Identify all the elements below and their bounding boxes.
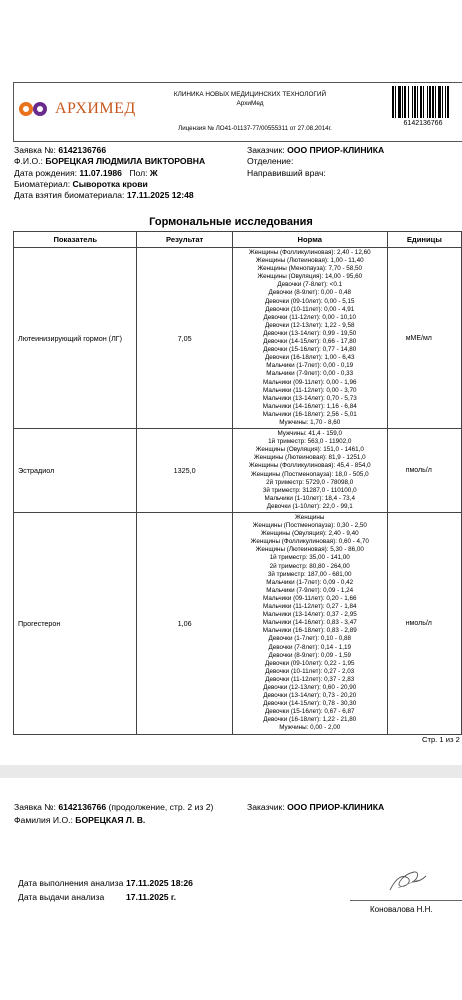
sex-value: Ж [149,168,158,178]
col-header-name: Показатель [14,232,137,248]
norm-line: Девочки (13-14лет): 0,99 - 19,50 [263,329,357,337]
norm-line: Мальчики (11-12лет): 0,00 - 3,70 [263,386,357,394]
doctor-label: Направивший врач: [247,168,326,178]
norm-line: 1й триместр: 563,0 - 11902,0 [268,438,352,446]
fio-label: Ф.И.О.: [14,156,43,166]
norm-line: Девочки (09-10лет): 0,22 - 1,95 [265,659,355,667]
norm-line: Девочки (16-18лет): 1,22 - 21,80 [263,716,357,724]
done-label: Дата выполнения анализа [18,878,124,888]
norm-line: Девочки (14-15лет): 0,66 - 17,80 [263,338,357,346]
norm-line: Девочки (10-11лет): 0,00 - 4,91 [265,305,355,313]
barcode-number: 6142136766 [403,120,443,127]
norm-line: Девочки (13-14лет): 0,73 - 20,20 [263,692,357,700]
page-number: Стр. 1 из 2 [422,735,460,744]
norm-line: Мужчины: 41,4 - 159,0 [277,430,343,438]
norm-line: Мальчики (14-16лет): 0,83 - 3,47 [262,619,357,627]
department-label: Отделение: [247,156,294,166]
fio-row [14,156,205,166]
norm-line: Женщины (Овуляция): 151,0 - 1461,0 [255,446,364,454]
norm-line: Мальчики (14-16лет): 1,16 - 6,84 [262,402,357,410]
norm-line: Мальчики (16-18лет): 2,56 - 5,01 [262,410,357,418]
norm-line: Девочки (12-13лет): 0,60 - 20,90 [263,683,357,691]
table-header-row [14,232,462,248]
row-result: 7,05 [137,248,232,429]
customer-label: Заказчик: [247,145,285,155]
p2-customer-value: ООО ПРИОР-КЛИНИКА [287,802,385,812]
norm-line: Женщины (Овуляция): 2,40 - 9,40 [260,530,359,538]
norm-line: Мужчины: 1,70 - 8,60 [279,418,341,426]
table-row [14,248,462,429]
norm-line: 3й триместр: 31287,0 - 110100,0 [262,486,357,494]
norm-line: Мальчики (7-9лет): 0,09 - 1,24 [266,586,354,594]
norm-line: Мальчики (11-12лет): 0,27 - 1,84 [263,603,357,611]
order-row [14,145,106,155]
customer-row [247,145,384,155]
norm-line: Девочки (8-9лет): 0,00 - 0,48 [268,289,351,297]
dob-row [14,168,158,178]
norm-line: Девочки (10-11лет): 0,27 - 2,03 [265,667,355,675]
signer-name: Коновалова Н.Н. [370,905,433,914]
dob-label: Дата рождения: [14,168,78,178]
p2-customer-row [247,802,384,812]
norm-line: Мальчики (1-7лет): 0,09 - 0,42 [266,578,354,586]
norm-line: Девочки (11-12лет): 0,00 - 10,10 [263,313,356,321]
taken-row [14,190,194,200]
issued-value: 17.11.2025 г. [126,892,177,902]
barcode [392,86,454,118]
sex-label: Пол: [129,168,148,178]
norm-line: Девочки (15-16лет): 0,67 - 6,87 [265,708,355,716]
norm-line: Девочки (14-15лет): 0,78 - 30,30 [263,700,357,708]
norm-line: 1й триместр: 35,00 - 141,00 [269,554,350,562]
norm-line: Женщины [295,514,325,521]
section-title: Гормональные исследования [149,216,313,228]
order-number: 6142136766 [58,145,107,155]
norm-line: Женщины (Лютеиновая): 81,9 - 1251,0 [253,454,366,462]
taken-value: 17.11.2025 12:48 [126,190,194,200]
logo-mark-icon [18,101,52,117]
norm-line: Мальчики (09-11лет): 0,20 - 1,66 [263,594,357,602]
row-norms [232,248,387,429]
norm-line: Девочки (1-10лет): 22,0 - 99,1 [266,502,353,510]
norm-line: Женщины (Фолликулиновая): 0,60 - 4,70 [250,538,369,546]
norm-line: Женщины (Фолликулиновая): 45,4 - 854,0 [248,462,371,470]
norm-line: Девочки (7-8лет): 0,14 - 1,19 [268,643,351,651]
norm-line: Мужчины: 0,00 - 2,00 [279,724,341,732]
license-text: Лицензия № ЛО41-01137-77/00555311 от 27.08.2014г. [178,125,332,132]
results-table [13,231,462,735]
row-unit: нмоль/л [387,513,461,735]
row-name: Эстрадиол [14,429,137,513]
norm-line: Женщины (Фолликулиновая): 2,40 - 12,60 [248,249,371,256]
norm-line: Мальчики (16-18лет): 0,83 - 2,89 [262,627,357,635]
clinic-name-line1: КЛИНИКА НОВЫХ МЕДИЦИНСКИХ ТЕХНОЛОГИЙ [173,91,327,98]
table-row [14,513,462,735]
col-header-result: Результат [137,232,232,248]
row-name: Лютеинизирующий гормон (ЛГ) [14,248,137,429]
done-value: 17.11.2025 18:26 [126,878,193,888]
signature-line [350,900,462,901]
norm-line: Женщины (Лютеиновая): 5,30 - 86,00 [255,546,364,554]
norm-line: Девочки (11-12лет): 0,37 - 2,83 [265,675,355,683]
norm-line: Мальчики (09-11лет): 0,00 - 1,96 [263,378,357,386]
biomaterial-value: Сыворотка крови [72,179,148,189]
row-norms [232,513,387,735]
norm-line: Девочки (7-8лет): <0.1 [277,281,343,289]
taken-label: Дата взятия биоматериала: [14,190,125,200]
row-unit: пмоль/л [387,429,461,513]
clinic-logo [18,98,136,120]
norm-line: Женщины (Лютеиновая): 1,00 - 11,40 [255,257,364,265]
norm-line: Женщины (Постменопауза): 0,30 - 2,50 [252,522,367,530]
norm-line: Мальчики (1-7лет): 0,00 - 0,19 [266,362,354,370]
norm-line: Девочки (15-16лет): 0,77 - 14,80 [263,346,357,354]
norm-line: Женщины (Постменопауза): 18,0 - 505,0 [250,470,369,478]
barcode-bar [447,86,449,118]
clinic-name-line2: АрхиМед [236,100,264,107]
biomaterial-label: Биоматериал: [14,179,71,189]
col-header-norm: Норма [232,232,387,248]
row-result: 1325,0 [137,429,232,513]
norm-line: Женщины (Менопауза): 7,70 - 58,50 [257,265,363,273]
p2-order-note: (продолжение, стр. 2 из 2) [108,802,214,812]
order-label: Заявка №: [14,145,56,155]
norm-line: Мальчики (1-10лет): 18,4 - 73,4 [264,494,355,502]
issued-label: Дата выдачи анализа [18,892,105,902]
clinic-name [140,90,360,108]
norm-line: Мальчики (7-9лет): 0,00 - 0,33 [266,370,354,378]
biomaterial-row [14,179,148,189]
p2-order-label: Заявка №: [14,802,56,812]
row-unit: мМЕ/мл [387,248,461,429]
norm-line: Женщины (Овуляция): 14,00 - 95,60 [257,273,363,281]
norm-line: Девочки (16-18лет): 1,00 - 6,43 [265,354,355,362]
norm-line: Мальчики (13-14лет): 0,70 - 5,73 [262,394,357,402]
row-result: 1,06 [137,513,232,735]
norm-line: 3й триместр: 187,00 - 681,00 [267,570,352,578]
dob-value: 11.07.1986 [79,168,122,178]
norm-line: Девочки (1-7лет): 0,10 - 0,88 [268,635,351,643]
p2-fio-value: БОРЕЦКАЯ Л. В. [75,815,146,825]
signature-icon [388,868,428,894]
norm-line: 2й триместр: 5729,0 - 78098,0 [266,478,354,486]
norm-line: 2й триместр: 80,80 - 264,00 [269,562,350,570]
col-header-unit: Единицы [387,232,461,248]
norm-line: Мальчики (13-14лет): 0,37 - 2,95 [262,611,357,619]
table-row [14,429,462,513]
p2-fio-row [14,815,145,825]
p2-order-number: 6142136766 [58,802,107,812]
norm-line: Девочки (12-13лет): 1,22 - 9,58 [265,321,355,329]
fio-value: БОРЕЦКАЯ ЛЮДМИЛА ВИКТОРОВНА [45,156,206,166]
p2-fio-label: Фамилия И.О.: [14,815,73,825]
row-name: Прогестерон [14,513,137,735]
customer-value: ООО ПРИОР-КЛИНИКА [287,145,385,155]
norm-line: Девочки (09-10лет): 0,00 - 5,15 [265,297,355,305]
row-norms [232,429,387,513]
p2-order-row [14,802,213,812]
logo-text: АРХИМЕД [55,100,136,117]
norm-line: Девочки (8-9лет): 0,09 - 1,59 [268,651,351,659]
p2-customer-label: Заказчик: [247,802,285,812]
